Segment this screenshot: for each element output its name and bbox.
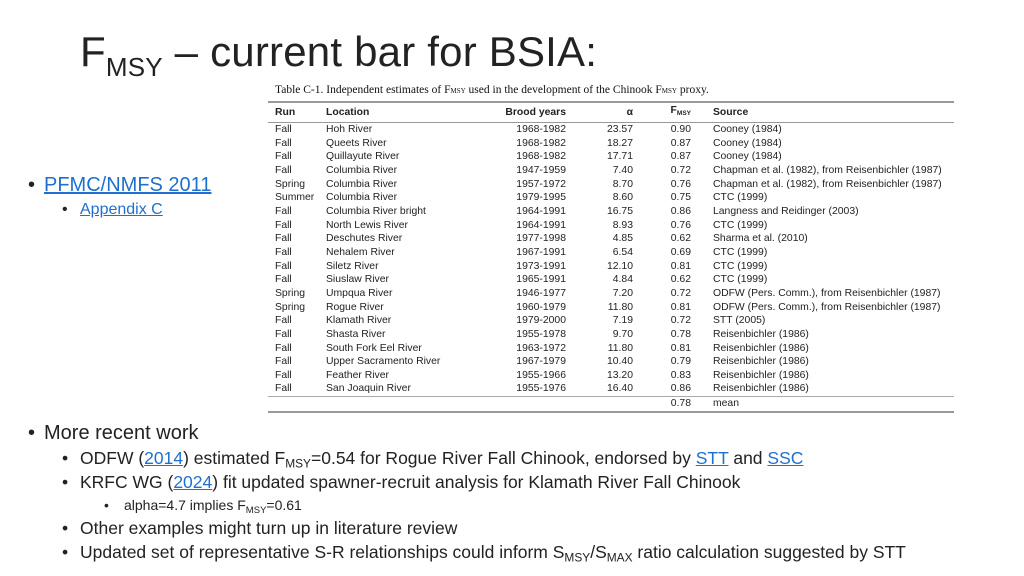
cell-source: Reisenbichler (1986) bbox=[713, 369, 809, 381]
cell-alpha: 8.70 bbox=[612, 178, 633, 190]
cell-run: Spring bbox=[275, 287, 306, 299]
table-body bbox=[268, 123, 954, 396]
table-row bbox=[268, 301, 954, 315]
table-row bbox=[268, 328, 954, 342]
header-alpha: α bbox=[626, 106, 633, 118]
cell-brood-years: 1973-1991 bbox=[516, 260, 566, 272]
cell-run: Spring bbox=[275, 178, 306, 190]
cell-run: Fall bbox=[275, 205, 292, 217]
cell-brood-years: 1964-1991 bbox=[516, 219, 566, 231]
cell-source: CTC (1999) bbox=[713, 219, 768, 231]
cell-fmsy: 0.86 bbox=[670, 383, 691, 395]
cell-location: Siuslaw River bbox=[326, 274, 389, 286]
link-odfw-2014[interactable]: 2014 bbox=[144, 448, 184, 468]
bullet-dot-icon: • bbox=[62, 448, 69, 468]
cell-fmsy: 0.72 bbox=[670, 164, 691, 176]
cell-alpha: 18.27 bbox=[606, 137, 633, 149]
header-brood-years: Brood years bbox=[505, 106, 566, 118]
cell-alpha: 4.84 bbox=[612, 274, 633, 286]
cell-run: Spring bbox=[275, 301, 306, 313]
table-row bbox=[268, 260, 954, 274]
cell-brood-years: 1955-1966 bbox=[516, 369, 566, 381]
cell-brood-years: 1977-1998 bbox=[516, 233, 566, 245]
cell-run: Fall bbox=[275, 124, 292, 135]
bullet-pfmc bbox=[28, 172, 211, 198]
cell-source: ODFW (Pers. Comm.), from Reisenbichler (1987) bbox=[713, 301, 941, 313]
cell-alpha: 6.54 bbox=[612, 246, 633, 258]
table-row bbox=[268, 219, 954, 233]
cell-location: Nehalem River bbox=[326, 246, 395, 258]
cell-brood-years: 1955-1976 bbox=[516, 383, 566, 395]
cell-source: Langness and Reidinger (2003) bbox=[713, 205, 859, 217]
cell-source: STT (2005) bbox=[713, 315, 766, 327]
cell-alpha: 23.57 bbox=[606, 124, 633, 135]
mean-label: mean bbox=[713, 398, 739, 410]
cell-run: Summer bbox=[275, 192, 315, 204]
cell-location: Columbia River bbox=[326, 178, 398, 190]
cell-source: Reisenbichler (1986) bbox=[713, 356, 809, 368]
cell-brood-years: 1968-1982 bbox=[516, 137, 566, 149]
cell-run: Fall bbox=[275, 151, 292, 163]
cell-fmsy: 0.81 bbox=[670, 260, 691, 272]
cell-location: South Fork Eel River bbox=[326, 342, 422, 354]
cell-location: Hoh River bbox=[326, 124, 373, 135]
cell-source: Cooney (1984) bbox=[713, 151, 782, 163]
cell-fmsy: 0.69 bbox=[670, 246, 691, 258]
table-row bbox=[268, 205, 954, 219]
cell-fmsy: 0.62 bbox=[670, 233, 691, 245]
cell-brood-years: 1946-1977 bbox=[516, 287, 566, 299]
cell-brood-years: 1967-1991 bbox=[516, 246, 566, 258]
cell-location: North Lewis River bbox=[326, 219, 408, 231]
cell-alpha: 10.40 bbox=[606, 356, 633, 368]
table-row bbox=[268, 273, 954, 287]
cell-run: Fall bbox=[275, 356, 292, 368]
header-fmsy: FMSY bbox=[670, 105, 691, 117]
cell-location: Klamath River bbox=[326, 315, 392, 327]
cell-alpha: 17.71 bbox=[606, 151, 633, 163]
table-header-row bbox=[268, 103, 954, 122]
bullet-dot-icon: • bbox=[62, 201, 68, 218]
cell-alpha: 12.10 bbox=[606, 260, 633, 272]
cell-fmsy: 0.79 bbox=[670, 356, 691, 368]
bullet-other: • Other examples might turn up in literature review bbox=[62, 518, 458, 538]
cell-source: Cooney (1984) bbox=[713, 137, 782, 149]
cell-alpha: 9.70 bbox=[612, 328, 633, 340]
cell-location: Shasta River bbox=[326, 328, 386, 340]
cell-alpha: 16.40 bbox=[606, 383, 633, 395]
cell-alpha: 4.85 bbox=[612, 233, 633, 245]
cell-run: Fall bbox=[275, 260, 292, 272]
table-row bbox=[268, 342, 954, 356]
header-location: Location bbox=[326, 106, 370, 118]
cell-brood-years: 1955-1978 bbox=[516, 328, 566, 340]
mean-fmsy: 0.78 bbox=[670, 398, 691, 410]
cell-alpha: 13.20 bbox=[606, 369, 633, 381]
table-row bbox=[268, 246, 954, 260]
cell-brood-years: 1968-1982 bbox=[516, 124, 566, 135]
cell-run: Fall bbox=[275, 328, 292, 340]
table-row bbox=[268, 137, 954, 151]
cell-location: Columbia River bright bbox=[326, 205, 426, 217]
cell-fmsy: 0.76 bbox=[670, 178, 691, 190]
cell-fmsy: 0.75 bbox=[670, 192, 691, 204]
cell-alpha: 8.60 bbox=[612, 192, 633, 204]
bullet-dot-icon: • bbox=[62, 472, 69, 492]
header-source: Source bbox=[713, 106, 749, 118]
cell-fmsy: 0.62 bbox=[670, 274, 691, 286]
cell-brood-years: 1979-1995 bbox=[516, 192, 566, 204]
cell-brood-years: 1964-1991 bbox=[516, 205, 566, 217]
table-caption: Table C-1. Independent estimates of FMSY used in the development of the Chinook FMSY proxy. bbox=[275, 84, 709, 96]
table-mean bbox=[268, 397, 954, 411]
cell-fmsy: 0.90 bbox=[670, 124, 691, 135]
cell-alpha: 11.80 bbox=[607, 301, 633, 313]
cell-source: Chapman et al. (1982), from Reisenbichler (1987) bbox=[713, 164, 942, 176]
cell-brood-years: 1957-1972 bbox=[516, 178, 566, 190]
bullet-dot-icon: • bbox=[62, 542, 69, 562]
cell-alpha: 11.80 bbox=[607, 342, 633, 354]
cell-alpha: 16.75 bbox=[606, 205, 633, 217]
cell-run: Fall bbox=[275, 219, 292, 231]
bullet-appendix bbox=[62, 198, 211, 222]
cell-alpha: 8.93 bbox=[612, 219, 633, 231]
link-ssc[interactable]: SSC bbox=[767, 448, 804, 468]
cell-fmsy: 0.83 bbox=[670, 369, 691, 381]
table-row bbox=[268, 314, 954, 328]
bullet-alpha: • alpha=4.7 implies $F_{MSY}=0.61$ bbox=[104, 494, 906, 516]
cell-source: CTC (1999) bbox=[713, 192, 768, 204]
cell-source: CTC (1999) bbox=[713, 246, 768, 258]
cell-fmsy: 0.81 bbox=[670, 301, 691, 313]
bullet-dot-icon: • bbox=[28, 422, 36, 444]
header-run: Run bbox=[275, 106, 296, 118]
cell-source: Sharma et al. (2010) bbox=[713, 233, 808, 245]
slide-title: $F_{MSY}$ – current bar for BSIA: bbox=[80, 28, 598, 82]
bullet-krfc: • KRFC WG (2024) fit updated spawner-recruit analysis for Klamath River Fall Chinook bbox=[62, 472, 741, 492]
cell-brood-years: 1963-1972 bbox=[516, 342, 566, 354]
cell-location: Columbia River bbox=[326, 192, 398, 204]
cell-run: Fall bbox=[275, 137, 292, 149]
cell-source: Reisenbichler (1986) bbox=[713, 342, 809, 354]
table-row bbox=[268, 382, 954, 396]
cell-run: Fall bbox=[275, 274, 292, 286]
cell-fmsy: 0.81 bbox=[670, 342, 691, 354]
cell-location: Umpqua River bbox=[326, 287, 393, 299]
bullet-odfw: • ODFW (2014) estimated $F_{MSY}=0.54$ for Rogue River Fall Chinook, endorsed by STT and SSC bbox=[62, 448, 804, 471]
cell-location: Quillayute River bbox=[326, 151, 400, 163]
cell-run: Fall bbox=[275, 383, 292, 395]
table-row bbox=[268, 178, 954, 192]
cell-location: San Joaquin River bbox=[326, 383, 411, 395]
bullet-dot-icon: • bbox=[28, 174, 36, 196]
cell-brood-years: 1967-1979 bbox=[516, 356, 566, 368]
cell-location: Feather River bbox=[326, 369, 389, 381]
cell-brood-years: 1960-1979 bbox=[516, 301, 566, 313]
cell-source: CTC (1999) bbox=[713, 274, 768, 286]
cell-run: Fall bbox=[275, 369, 292, 381]
table-row bbox=[268, 232, 954, 246]
cell-fmsy: 0.87 bbox=[670, 151, 691, 163]
cell-fmsy: 0.87 bbox=[670, 137, 691, 149]
cell-alpha: 7.40 bbox=[612, 164, 633, 176]
cell-alpha: 7.19 bbox=[612, 315, 633, 327]
bullets-top bbox=[28, 172, 211, 222]
cell-source: Reisenbichler (1986) bbox=[713, 383, 809, 395]
cell-run: Fall bbox=[275, 233, 292, 245]
cell-location: Queets River bbox=[326, 137, 387, 149]
cell-fmsy: 0.78 bbox=[670, 328, 691, 340]
cell-source: Cooney (1984) bbox=[713, 124, 782, 135]
cell-run: Fall bbox=[275, 246, 292, 258]
link-stt[interactable]: STT bbox=[695, 448, 729, 468]
mean-row bbox=[268, 397, 954, 411]
link-appendix-c[interactable]: Appendix C bbox=[80, 201, 163, 218]
cell-brood-years: 1979-2000 bbox=[516, 315, 566, 327]
cell-brood-years: 1947-1959 bbox=[516, 164, 566, 176]
bullet-dot-icon: • bbox=[62, 518, 69, 538]
cell-brood-years: 1968-1982 bbox=[516, 151, 566, 163]
table-row bbox=[268, 150, 954, 164]
table-bottom-rule bbox=[268, 411, 954, 413]
link-pfmc-nmfs-2011[interactable]: PFMC/NMFS 2011 bbox=[44, 174, 212, 196]
bullet-updated: • Updated set of representative S-R relationships could inform $S_{MSY}/S_{MAX}$ ratio calculation suggested by STT bbox=[62, 542, 906, 565]
cell-source: Chapman et al. (1982), from Reisenbichler (1987) bbox=[713, 178, 942, 190]
table-row bbox=[268, 369, 954, 383]
cell-location: Siletz River bbox=[326, 260, 379, 272]
cell-location: Columbia River bbox=[326, 164, 398, 176]
cell-fmsy: 0.86 bbox=[670, 205, 691, 217]
cell-source: Reisenbichler (1986) bbox=[713, 328, 809, 340]
table-row bbox=[268, 191, 954, 205]
cell-source: CTC (1999) bbox=[713, 260, 768, 272]
table-row bbox=[268, 287, 954, 301]
cell-run: Fall bbox=[275, 315, 292, 327]
cell-location: Upper Sacramento River bbox=[326, 356, 441, 368]
table-row bbox=[268, 355, 954, 369]
bullets-bottom bbox=[28, 420, 906, 564]
cell-fmsy: 0.72 bbox=[670, 287, 691, 299]
fmsy-table bbox=[268, 103, 954, 396]
cell-fmsy: 0.72 bbox=[670, 315, 691, 327]
table-row bbox=[268, 164, 954, 178]
cell-alpha: 7.20 bbox=[612, 287, 633, 299]
cell-location: Deschutes River bbox=[326, 233, 403, 245]
cell-brood-years: 1965-1991 bbox=[516, 274, 566, 286]
bullet-more-recent: • More recent work bbox=[28, 422, 199, 444]
fmsy-table-figure bbox=[268, 84, 954, 413]
cell-source: ODFW (Pers. Comm.), from Reisenbichler (1987) bbox=[713, 287, 941, 299]
cell-location: Rogue River bbox=[326, 301, 384, 313]
table-row bbox=[268, 123, 954, 137]
cell-fmsy: 0.76 bbox=[670, 219, 691, 231]
bullet-dot-icon: • bbox=[104, 497, 109, 513]
link-krfc-2024[interactable]: 2024 bbox=[173, 472, 213, 492]
cell-run: Fall bbox=[275, 342, 292, 354]
cell-run: Fall bbox=[275, 164, 292, 176]
